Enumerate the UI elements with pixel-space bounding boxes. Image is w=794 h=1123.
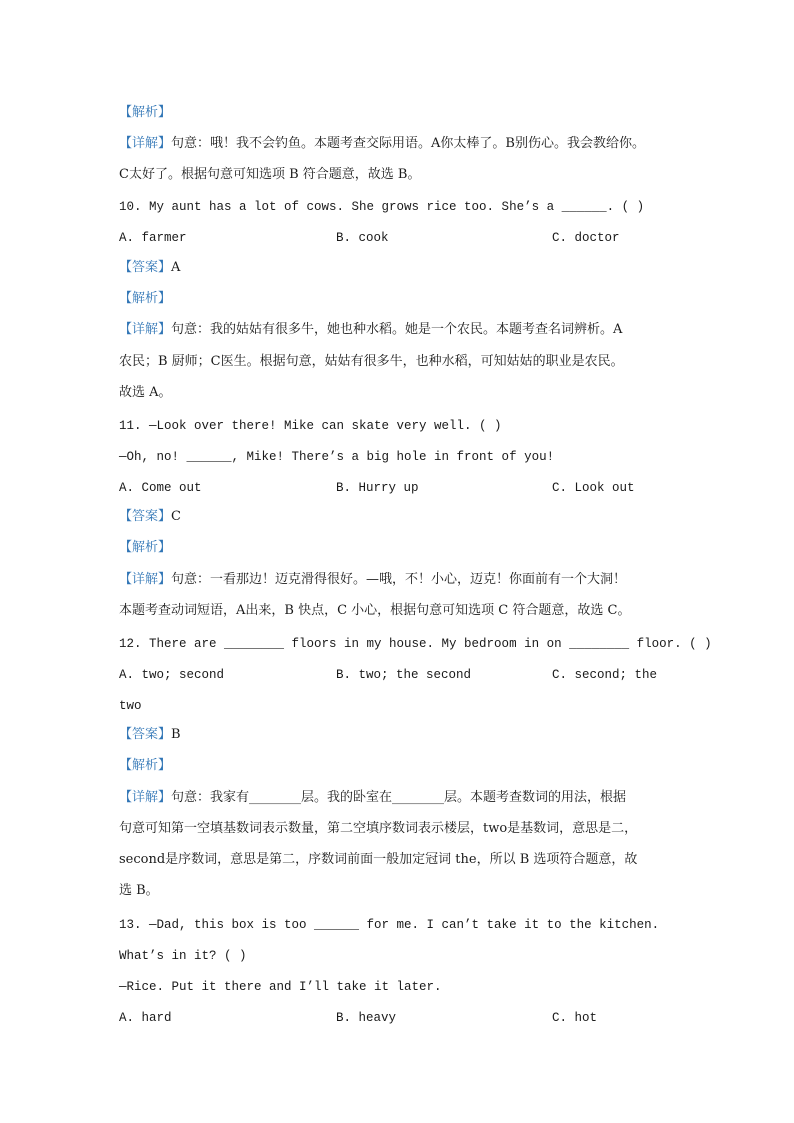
analysis-label: 【解析】 — [119, 105, 172, 120]
detail-text: 句意：我的姑姑有很多牛，她也种水稻。她是一个农民。本题考查名词辨析。A — [171, 322, 623, 337]
answer-value: A — [171, 260, 181, 275]
answer-value: C — [171, 509, 181, 524]
detail-text: 农民；B 厨师；C医生。根据句意，姑姑有很多牛，也种水稻，可知姑姑的职业是农民。 — [119, 354, 624, 369]
question-13-stem-3: —Rice. Put it there and I’ll take it later. — [119, 980, 442, 994]
q11-option-c: C. Look out — [552, 481, 635, 495]
detail-text: 句意：一看那边！迈克滑得很好。—哦，不！小心，迈克！你面前有一个大洞！ — [171, 572, 627, 587]
answer-line — [119, 259, 180, 277]
question-11-stem: 11. —Look over there! Mike can skate very well. ( ) — [119, 419, 502, 433]
q13-option-c: C. hot — [552, 1011, 598, 1025]
answer-line — [119, 508, 181, 526]
question-10-stem: 10. My aunt has a lot of cows. She grows rice too. She’s a ______. ( ) — [119, 200, 645, 214]
detail-text: 句意可知第一空填基数词表示数量，第二空填序数词表示楼层，two是基数词，意思是二， — [119, 821, 638, 836]
detail-text: 句意：我家有________层。我的卧室在________层。本题考查数词的用法，根据 — [171, 790, 627, 805]
analysis-label: 【解析】 — [119, 540, 172, 555]
detail-line — [119, 571, 626, 589]
q13-option-a: A. hard — [119, 1011, 172, 1025]
q10-option-a: A. farmer — [119, 231, 187, 245]
q12-option-c-wrap: two — [119, 699, 142, 713]
answer-label: 【答案】 — [119, 509, 172, 524]
detail-label: 【详解】 — [119, 790, 172, 805]
detail-label: 【详解】 — [119, 136, 172, 151]
detail-line — [119, 321, 622, 339]
detail-line — [119, 789, 626, 807]
detail-text: C太好了。根据句意可知选项 B 符合题意，故选 B。 — [119, 167, 421, 182]
q11-option-b: B. Hurry up — [336, 481, 419, 495]
q10-option-c: C. doctor — [552, 231, 620, 245]
question-12-stem: 12. There are ________ floors in my house. My bedroom in on ________ floor. ( ) — [119, 637, 712, 651]
answer-label: 【答案】 — [119, 727, 172, 742]
detail-label: 【详解】 — [119, 572, 172, 587]
q13-option-b: B. heavy — [336, 1011, 397, 1025]
detail-text: 本题考查动词短语，A出来，B 快点，C 小心，根据句意可知选项 C 符合题意，故选 C。 — [119, 603, 631, 618]
answer-line — [119, 726, 181, 744]
answer-value: B — [171, 727, 181, 742]
question-11-stem-2: —Oh, no! ______, Mike! There’s a big hole in front of you! — [119, 450, 555, 464]
question-13-stem: 13. —Dad, this box is too ______ for me. I can’t take it to the kitchen. — [119, 918, 660, 932]
q11-option-a: A. Come out — [119, 481, 202, 495]
detail-line — [119, 135, 645, 153]
detail-text: second是序数词，意思是第二，序数词前面一般加定冠词 the，所以 B 选项符合题意，故 — [119, 852, 638, 867]
answer-label: 【答案】 — [119, 260, 172, 275]
q12-option-a: A. two; second — [119, 668, 225, 682]
q12-option-b: B. two; the second — [336, 668, 472, 682]
detail-label: 【详解】 — [119, 322, 172, 337]
question-13-stem-2: What’s in it? ( ) — [119, 949, 247, 963]
q12-option-c: C. second; the — [552, 668, 658, 682]
q10-option-b: B. cook — [336, 231, 389, 245]
detail-text: 故选 A。 — [119, 385, 172, 400]
detail-text: 句意：哦！我不会钓鱼。本题考查交际用语。A你太棒了。B别伤心。我会教给你。 — [171, 136, 645, 151]
detail-text: 选 B。 — [119, 883, 159, 898]
analysis-label: 【解析】 — [119, 291, 172, 306]
analysis-label: 【解析】 — [119, 758, 172, 773]
